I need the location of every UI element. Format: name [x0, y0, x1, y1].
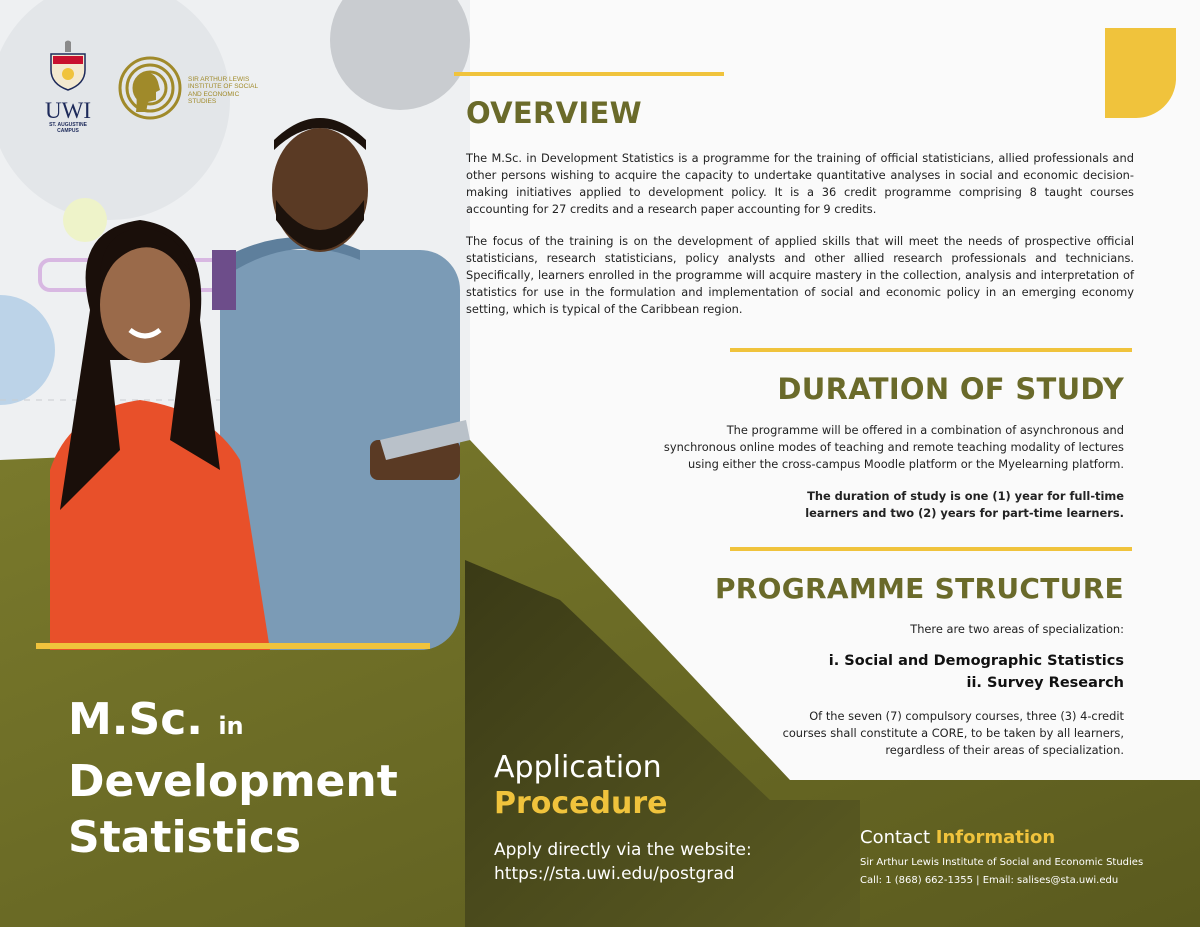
application-url[interactable]: https://sta.uwi.edu/postgrad	[494, 864, 735, 884]
uwi-wordmark: UWI	[45, 98, 91, 123]
degree-line-1-in: in	[218, 712, 244, 740]
contact-phone-email[interactable]: Call: 1 (868) 662-1355 | Email: salises@sta.uwi.edu	[860, 875, 1119, 886]
duration-line-1: The programme will be offered in a combination of asynchronous and	[726, 423, 1124, 437]
application-procedure	[494, 750, 752, 886]
duration-section	[600, 372, 1124, 522]
overview-title: OVERVIEW	[466, 96, 642, 130]
structure-note-line-1: Of the seven (7) compulsory courses, three (3) 4-credit	[809, 709, 1124, 723]
uwi-campus-line-1: ST. AUGUSTINE	[49, 122, 87, 128]
application-title: Application	[494, 750, 662, 785]
duration-line-2: synchronous online modes of teaching and remote teaching modality of lectures	[663, 440, 1124, 454]
specialization-item-2: ii. Survey Research	[966, 675, 1124, 691]
duration-title: DURATION OF STUDY	[777, 372, 1124, 406]
duration-line-3: using either the cross-campus Moodle platform or the Myelearning platform.	[688, 457, 1124, 471]
application-instruction: Apply directly via the website:	[494, 840, 752, 860]
degree-line-3: Statistics	[68, 812, 302, 863]
contact-title: Contact	[860, 827, 931, 848]
contact-title-highlight: Information	[935, 827, 1056, 848]
uwi-crest-icon	[47, 40, 89, 92]
duration-bold-line-1: The duration of study is one (1) year for full-time	[807, 489, 1124, 503]
degree-title	[68, 692, 398, 866]
contact-information	[860, 826, 1143, 890]
gold-rule-photo	[36, 643, 430, 649]
specialization-item-1: i. Social and Demographic Statistics	[828, 653, 1124, 669]
overview-paragraph-1: The M.Sc. in Development Statistics is a programme for the training of official statisticians, allied professionals and other persons wishing to acquire the capacity to undertake quantitative analyses in social and economic decision-making initiatives applied to development policy. It is a 36 credit programme comprising 8 taught courses accounting for 27 credits and a research paper accounting for 9 credits.	[466, 151, 1134, 216]
contact-organization: Sir Arthur Lewis Institute of Social and Economic Studies	[860, 857, 1144, 868]
degree-line-1: M.Sc.	[68, 694, 203, 745]
degree-line-2: Development	[68, 756, 398, 807]
overview-section	[466, 96, 1134, 318]
programme-structure-section	[600, 572, 1124, 759]
procedure-title: Procedure	[494, 786, 668, 821]
duration-bold-line-2: learners and two (2) years for part-time learners.	[805, 506, 1124, 520]
gold-rule-duration	[730, 348, 1132, 352]
structure-title: PROGRAMME STRUCTURE	[714, 572, 1124, 605]
structure-note-line-2: courses shall constitute a CORE, to be taken by all learners,	[782, 726, 1124, 740]
uwi-campus-line-2: CAMPUS	[57, 128, 79, 134]
structure-note-line-3: regardless of their areas of specialization.	[885, 743, 1124, 757]
gold-rule-overview	[454, 72, 724, 76]
overview-paragraph-2: The focus of the training is on the development of applied skills that will meet the needs of prospective official statisticians, research statisticians, policy analysts and other allied research professionals and technicians. Specifically, learners enrolled in the programme will acquire mastery in the collection, analysis and interpretation of statistics for use in the formulation and implementation of social and economic policy in an emerging economy setting, which is typical of the Caribbean region.	[466, 234, 1134, 316]
gold-rule-structure	[730, 547, 1132, 551]
students-photo	[30, 110, 480, 650]
specialization-intro: There are two areas of specialization:	[910, 622, 1124, 636]
salises-wordmark: SIR ARTHUR LEWIS INSTITUTE OF SOCIAL AND ECONOMIC STUDIES	[188, 76, 258, 106]
